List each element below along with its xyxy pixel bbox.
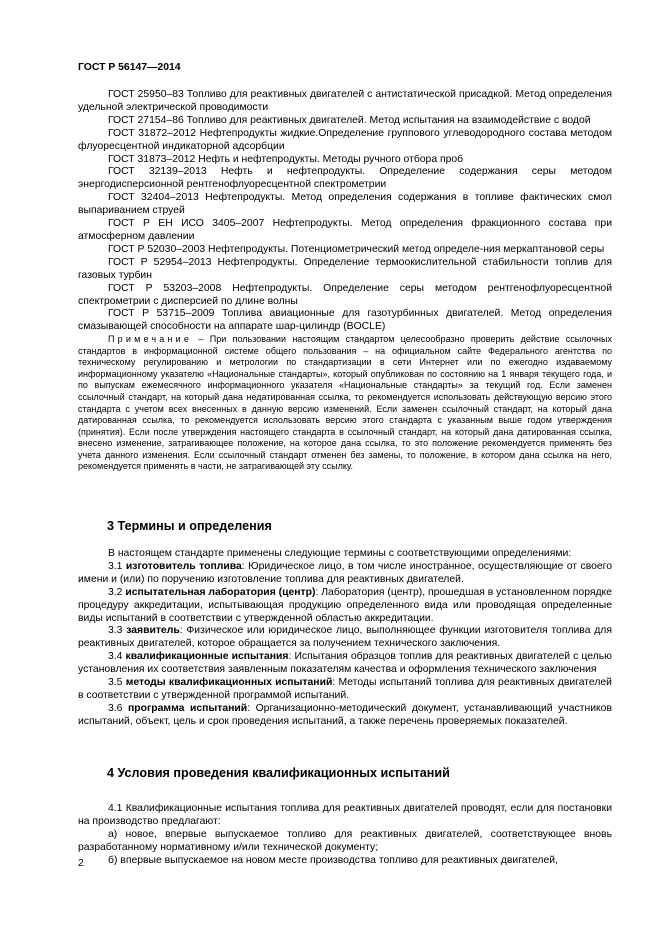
reference-item: ГОСТ 31873–2012 Нефть и нефтепродукты. Методы ручного отбора проб [108, 153, 464, 165]
term-definition: 3.1 изготовитель топлива: Юридическое лицо, в том числе иностранное, осуществляющие от своего имени и (или) по поручению изготовление топлива для реактивных двигателей. [78, 560, 612, 585]
term-name: программа испытаний [127, 702, 248, 714]
reference-item: ГОСТ Р ЕН ИСО 3405–2007 Нефтепродукты. Метод определения фракционного состава при атмосферном давлении [78, 218, 612, 242]
term-name: испытательная лаборатория (центр) [125, 586, 316, 598]
section-4-body [78, 803, 612, 868]
normative-references [78, 89, 612, 473]
reference-item: ГОСТ Р 52954–2013 Нефтепродукты. Определение термоокислительной стабильности топлив для газовых турбин [78, 256, 612, 281]
term-name: квалификационные испытания [125, 651, 289, 663]
reference-item: ГОСТ 27154–86 Топливо для реактивных двигателей. Метод испытания на взаимодействие с водой [108, 114, 591, 126]
reference-item: ГОСТ Р 53203–2008 Нефтепродукты. Определение серы методом рентгенофлуоресцентной спектрометрии с дисперсией по длине волны [78, 282, 612, 307]
note-label: Примечание [108, 334, 193, 345]
term-name: методы квалификационных испытаний [125, 677, 333, 689]
reference-item: ГОСТ Р 52030–2003 Нефтепродукты. Потенциометрический метод определе-ния меркаптановой серы [108, 243, 605, 255]
reference-item: ГОСТ 32404–2013 Нефтепродукты. Метод определения содержания в топливе фактических смол выпариванием струей [78, 192, 612, 217]
section-3-title: 3 Термины и определения [107, 519, 272, 533]
reference-item: ГОСТ Р 53715–2009 Топлива авиационные для газотурбинных двигателей. Метод определения смазывающей способности на аппарате шар-цилиндр (BOCLE) [78, 308, 612, 333]
reference-item: ГОСТ 31872–2012 Нефтепродукты жидкие.Определение группового углеводородного состава методом флуоресцентной индикаторной адсорбции [78, 127, 612, 152]
term-definition: 3.5 методы квалификационных испытаний: Методы испытаний топлива для реактивных двигателей в соответствии с утвержденной программой испытаний. [78, 677, 612, 701]
reference-item: ГОСТ 32139–2013 Нефть и нефтепродукты. Определение содержания серы методом энергодисперсионной рентгенофлуоресцентной спектрометрии [78, 166, 612, 191]
section-4-title: 4 Условия проведения квалификационных испытаний [107, 766, 450, 780]
term-name: изготовитель топлива [125, 560, 242, 572]
running-header: ГОСТ Р 56147—2014 [78, 62, 181, 73]
section-4-paragraph: 4.1 Квалификационные испытания топлива для реактивных двигателей проводят, если для постановки на производство предлагают: [78, 803, 612, 827]
section-4-paragraph: б) впервые выпускаемое на новом месте производства топливо для реактивных двигателей, [108, 854, 558, 866]
section-3-body [78, 548, 612, 729]
term-definition: 3.2 испытательная лаборатория (центр): Лаборатория (центр), прошедшая в установленном порядке процедуру аккредитации, испытывающая продукцию определенного вида или проводящая определенные виды испытаний в соответствии с утвержденной областью аккредитации. [78, 586, 612, 624]
term-definition: 3.3 заявитель: Физическое или юридическое лицо, выполняющее функции изготовителя топлива для реактивных двигателей, которое обращается за получением технического заключения. [78, 625, 612, 650]
section-4-paragraph: а) новое, впервые выпускаемое топливо для реактивных двигателей, соответствующее вновь разработанному нормативному и/или технической документу; [78, 828, 612, 853]
term-definition: 3.6 программа испытаний: Организационно-методический документ, устанавливающий участников испытаний, объект, цель и срок проведения испытаний, а также перечень проверяемых показателей. [78, 702, 612, 727]
term-definition: 3.4 квалификационные испытания: Испытания образцов топлив для реактивных двигателей с целью установления их соответствия заявленным показателям качества и оформления технического заключения [78, 651, 612, 676]
note-paragraph [78, 334, 612, 473]
section-3-intro: В настоящем стандарте применены следующие термины с соответствующими определениями: [108, 548, 572, 559]
reference-item: ГОСТ 25950–83 Топливо для реактивных двигателей с антистатической присадкой. Метод определения удельной электрической проводимости [78, 89, 612, 113]
term-name: заявитель [126, 625, 180, 637]
note-text: – При пользовании настоящим стандартом целесообразно проверить действие ссылочных стандартов в информационной системе общего пользования – на официальном сайте Федерального агентства по техническому регулированию и метрологии по стандартизации в сети Интернет или по ежегодно издаваемому информационному указателю «Национальные стандарты», который опубликован по состоянию на 1 января текущего года, и по выпускам ежемесячного информационного указателя «Национальные стандарты» за текущий год. Если заменен ссылочный стандарт, на который дана недатированная ссылка, то рекомендуется использовать действующую версию этого стандарта с учетом всех внесенных в данную версию изменений. Если заменен ссылочный стандарт, на который дана датированная ссылка, то рекомендуется использовать версию этого стандарта с указанным выше годом утверждения (принятия). Если после утверждения настоящего стандарта в ссылочный стандарт, на который дана датированная ссылка, внесено изменение, затрагивающее положение, на которое дана ссылка, то это положение рекомендуется применять без учета данного изменения. Если ссылочный стандарт отменен без замены, то положение, в котором дана ссылка на него, рекомендуется применять в части, не затрагивающей эту ссылку. [78, 334, 612, 472]
page-number: 2 [78, 858, 84, 869]
